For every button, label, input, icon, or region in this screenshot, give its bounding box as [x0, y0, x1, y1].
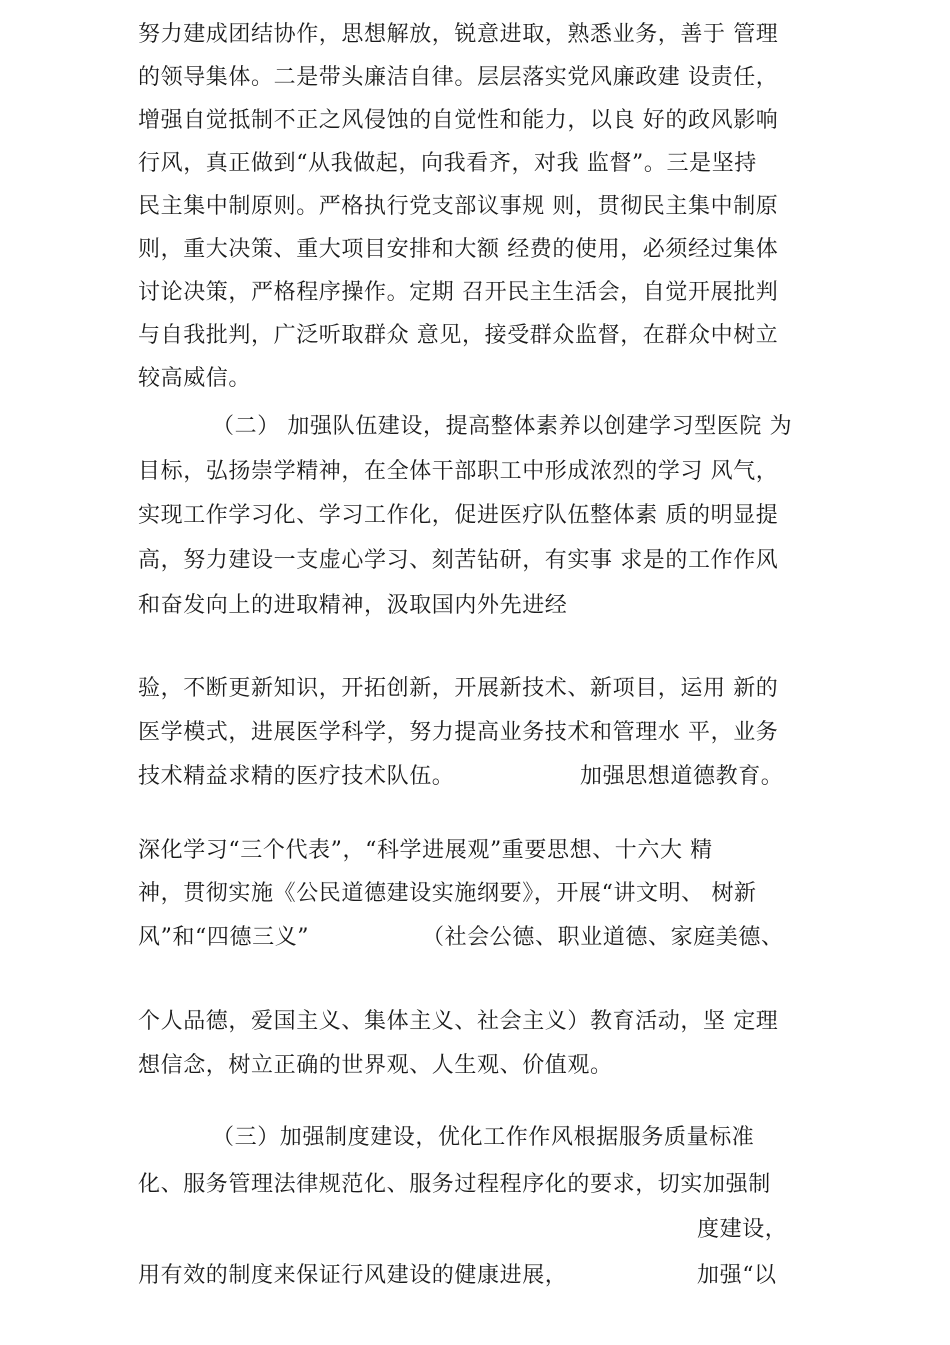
section-heading-two: （二） 加强队伍建设，提高整体素养以创建学习型医院 为 — [212, 414, 793, 439]
body-text-line: 验，不断更新知识，开拓创新，开展新技术、新项目，运用 新的 — [138, 676, 779, 701]
body-text-line: 努力建成团结协作，思想解放，锐意进取，熟悉业务，善于 管理 — [138, 22, 779, 47]
body-text-line — [138, 918, 784, 958]
body-text-line: 医学模式，进展医学科学，努力提高业务技术和管理水 平，业务 — [138, 720, 779, 745]
body-text-line: 则，重大决策、重大项目安排和大额 经费的使用，必须经过集体 — [138, 237, 779, 262]
section-heading-three: （三）加强制度建设，优化工作作风根据服务质量标准 — [212, 1125, 755, 1150]
body-text-line: 较高威信。 — [138, 366, 252, 391]
body-text-line — [138, 757, 784, 797]
body-text-segment: 技术精益求精的医疗技术队伍。 — [138, 764, 455, 789]
body-text-line: 和奋发向上的进取精神，汲取国内外先进经 — [138, 593, 568, 618]
body-text-line: 实现工作学习化、学习工作化，促进医疗队伍整体素 质的明显提 — [138, 503, 779, 528]
body-text-line: 讨论决策，严格程序操作。定期 召开民主生活会，自觉开展批判 — [138, 280, 779, 305]
subheading-moral-education: 加强思想道德教育。 — [580, 764, 784, 789]
body-text-line: 与自我批判，广泛听取群众 意见，接受群众监督，在群众中树立 — [138, 323, 779, 348]
body-text-line: 民主集中制原则。严格执行党支部议事规 则，贯彻民主集中制原 — [138, 194, 779, 219]
body-text-line: 化、服务管理法律规范化、服务过程程序化的要求，切实加强制 — [138, 1172, 771, 1197]
body-text-line: 目标，弘扬崇学精神，在全体干部职工中形成浓烈的学习 风气， — [138, 459, 779, 484]
body-text-segment: 风”和“四德三义” — [138, 925, 310, 950]
body-text-line: 行风，真正做到“从我做起，向我看齐，对我 监督”。三是坚持 — [138, 151, 757, 176]
body-text-segment: （社会公德、职业道德、家庭美德、 — [422, 925, 784, 950]
body-text-segment: 用有效的制度来保证行风建设的健康进展， — [138, 1263, 568, 1288]
body-text-line: 个人品德，爱国主义、集体主义、社会主义）教育活动，坚 定理 — [138, 1009, 779, 1034]
body-text-line: 深化学习“三个代表”，“科学进展观”重要思想、十六大 精 — [138, 838, 713, 863]
body-text-segment: 加强“以 — [697, 1263, 777, 1288]
body-text-line: 增强自觉抵制不正之风侵蚀的自觉性和能力，以良 好的政风影响 — [138, 108, 779, 133]
body-text-line: 高，努力建设一支虚心学习、刻苦钻研，有实事 求是的工作作风 — [138, 548, 779, 573]
body-text-line: 度建设， — [697, 1217, 788, 1242]
body-text-line: 神，贯彻实施《公民道德建设实施纲要》，开展“讲文明、 树新 — [138, 881, 757, 906]
body-text-line: 想信念，树立正确的世界观、人生观、价值观。 — [138, 1053, 613, 1078]
body-text-line: 的领导集体。二是带头廉洁自律。层层落实党风廉政建 设责任， — [138, 65, 779, 90]
body-text-line — [138, 1256, 777, 1296]
